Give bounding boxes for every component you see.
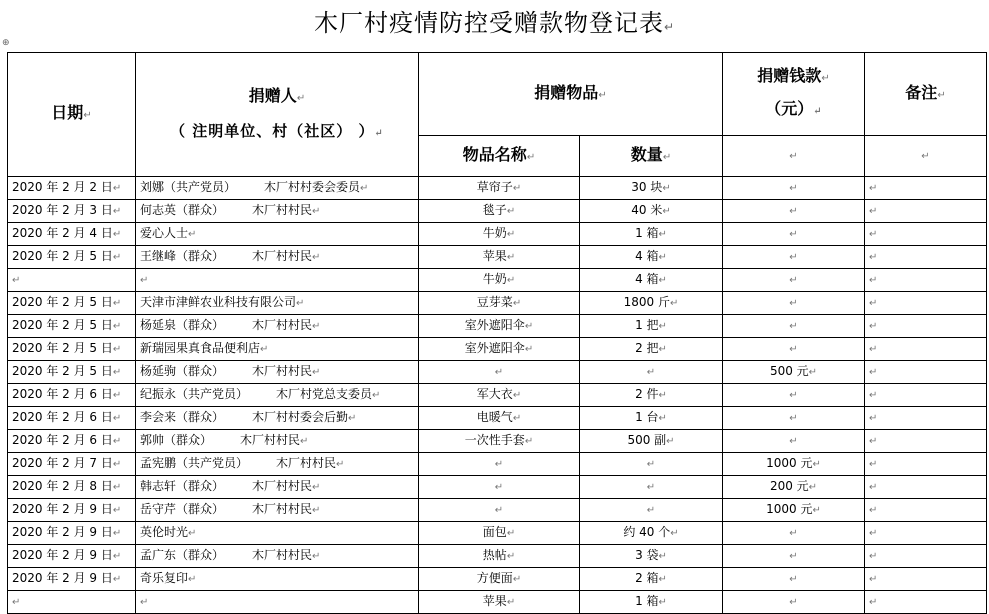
table-row	[8, 545, 987, 568]
quantity-cell: 1 把↵	[580, 315, 723, 338]
date-cell: 2020 年 2 月 9 日↵	[8, 545, 136, 568]
table-row	[8, 407, 987, 430]
donor-unit: 木厂村村民	[252, 203, 313, 217]
item-name-cell: 草帘子↵	[419, 177, 580, 200]
donor-cell: 奇乐复印↵	[136, 568, 419, 591]
donor-name: 新瑞园果真食品便利店	[140, 341, 261, 355]
donor-unit: 木厂村村民	[252, 548, 313, 562]
donor-name: 王继峰（群众）	[140, 249, 225, 263]
money-cell: ↵	[723, 568, 865, 591]
paragraph-mark-icon: ↵	[663, 20, 676, 34]
money-cell: ↵	[723, 545, 865, 568]
donor-cell: 王继峰（群众） 木厂村村民↵	[136, 246, 419, 269]
remark-cell: ↵	[865, 476, 987, 499]
date-cell: 2020 年 2 月 9 日↵	[8, 499, 136, 522]
donor-unit: 木厂村村委会委员	[264, 180, 361, 194]
money-cell: ↵	[723, 407, 865, 430]
item-name-cell: 军大衣↵	[419, 384, 580, 407]
remark-cell: ↵	[865, 361, 987, 384]
quantity-cell: ↵	[580, 453, 723, 476]
date-cell: 2020 年 2 月 4 日↵	[8, 223, 136, 246]
header-money: 捐赠钱款↵ （元）↵	[723, 53, 865, 136]
table-row	[8, 430, 987, 453]
donor-name: 孟宪鹏（共产党员）	[140, 456, 249, 470]
quantity-cell: 1 箱↵	[580, 591, 723, 614]
donor-name: 爱心人士	[140, 226, 189, 240]
quantity-cell: ↵	[580, 499, 723, 522]
header-remark: 备注↵	[865, 53, 987, 136]
table-row	[8, 384, 987, 407]
quantity-cell: 1 箱↵	[580, 223, 723, 246]
remark-cell: ↵	[865, 453, 987, 476]
table-row	[8, 315, 987, 338]
quantity-cell: 4 箱↵	[580, 269, 723, 292]
remark-cell: ↵	[865, 292, 987, 315]
quantity-cell: 2 件↵	[580, 384, 723, 407]
date-cell: 2020 年 2 月 6 日↵	[8, 430, 136, 453]
remark-cell: ↵	[865, 269, 987, 292]
header-row-1	[8, 53, 987, 136]
donor-unit: 木厂村村委会后勤	[252, 410, 349, 424]
quantity-cell: 3 袋↵	[580, 545, 723, 568]
item-name-cell: 苹果↵	[419, 246, 580, 269]
page-title	[0, 6, 989, 44]
item-name-cell: 毯子↵	[419, 200, 580, 223]
table-row	[8, 476, 987, 499]
money-cell: ↵	[723, 292, 865, 315]
item-name-cell: 豆芽菜↵	[419, 292, 580, 315]
table-row	[8, 246, 987, 269]
date-cell: 2020 年 2 月 9 日↵	[8, 522, 136, 545]
donor-name: 郭帅（群众）	[140, 433, 213, 447]
date-cell: 2020 年 2 月 5 日↵	[8, 292, 136, 315]
money-cell: ↵	[723, 522, 865, 545]
remark-cell: ↵	[865, 407, 987, 430]
item-name-cell: 牛奶↵	[419, 269, 580, 292]
header-donor: 捐赠人↵ （ 注明单位、村（社区） ）↵	[136, 53, 419, 177]
table-row	[8, 522, 987, 545]
remark-cell: ↵	[865, 430, 987, 453]
table-anchor-icon: ⊕	[2, 38, 10, 48]
table-row	[8, 361, 987, 384]
money-cell: ↵	[723, 246, 865, 269]
donor-unit: 木厂村村民	[240, 433, 301, 447]
quantity-cell: 1 台↵	[580, 407, 723, 430]
quantity-cell: 4 箱↵	[580, 246, 723, 269]
remark-cell: ↵	[865, 177, 987, 200]
donor-cell: 李会来（群众） 木厂村村委会后勤↵	[136, 407, 419, 430]
donor-cell: 杨延泉（群众） 木厂村村民↵	[136, 315, 419, 338]
remark-cell: ↵	[865, 338, 987, 361]
item-name-cell: ↵	[419, 453, 580, 476]
table-row	[8, 269, 987, 292]
donor-unit: 木厂村党总支委员	[276, 387, 373, 401]
donor-cell: 新瑞园果真食品便利店↵	[136, 338, 419, 361]
donor-name: 李会来（群众）	[140, 410, 225, 424]
quantity-cell: ↵	[580, 361, 723, 384]
item-name-cell: 牛奶↵	[419, 223, 580, 246]
donor-cell: 杨延驹（群众） 木厂村村民↵	[136, 361, 419, 384]
remark-cell: ↵	[865, 384, 987, 407]
table-row	[8, 223, 987, 246]
money-cell: 1000 元↵	[723, 499, 865, 522]
date-cell: 2020 年 2 月 5 日↵	[8, 361, 136, 384]
remark-cell: ↵	[865, 499, 987, 522]
table-row	[8, 499, 987, 522]
donor-cell: 孟宪鹏（共产党员） 木厂村村民↵	[136, 453, 419, 476]
date-cell: 2020 年 2 月 2 日↵	[8, 177, 136, 200]
donor-cell: 孟广东（群众） 木厂村村民↵	[136, 545, 419, 568]
donor-unit: 木厂村村民	[252, 479, 313, 493]
table-row	[8, 177, 987, 200]
donor-cell: 韩志轩（群众） 木厂村村民↵	[136, 476, 419, 499]
quantity-cell: 1800 斤↵	[580, 292, 723, 315]
date-cell: 2020 年 2 月 5 日↵	[8, 338, 136, 361]
date-cell: ↵	[8, 591, 136, 614]
donor-name: 天津市津鲜农业科技有限公司	[140, 295, 297, 309]
donor-name: 杨延驹（群众）	[140, 364, 225, 378]
quantity-cell: 约 40 个↵	[580, 522, 723, 545]
money-cell: ↵	[723, 430, 865, 453]
donor-name: 纪振永（共产党员）	[140, 387, 249, 401]
donor-unit: 木厂村村民	[252, 502, 313, 516]
money-cell: ↵	[723, 338, 865, 361]
donor-cell: ↵	[136, 591, 419, 614]
donor-unit: 木厂村村民	[276, 456, 337, 470]
table-row	[8, 292, 987, 315]
money-cell: 200 元↵	[723, 476, 865, 499]
donor-name: 何志英（群众）	[140, 203, 225, 217]
donor-cell: 纪振永（共产党员） 木厂村党总支委员↵	[136, 384, 419, 407]
donor-cell: 英伦时光↵	[136, 522, 419, 545]
money-cell: ↵	[723, 384, 865, 407]
date-cell: 2020 年 2 月 8 日↵	[8, 476, 136, 499]
money-cell: ↵	[723, 591, 865, 614]
money-cell: ↵	[723, 223, 865, 246]
money-cell: ↵	[723, 269, 865, 292]
donor-name: 韩志轩（群众）	[140, 479, 225, 493]
quantity-cell: 2 把↵	[580, 338, 723, 361]
item-name-cell: 苹果↵	[419, 591, 580, 614]
remark-cell: ↵	[865, 545, 987, 568]
donor-name: 刘娜（共产党员）	[140, 180, 237, 194]
table-row	[8, 338, 987, 361]
remark-cell: ↵	[865, 522, 987, 545]
money-cell: ↵	[723, 200, 865, 223]
item-name-cell: 面包↵	[419, 522, 580, 545]
item-name-cell: 方便面↵	[419, 568, 580, 591]
page-title-text: 木厂村疫情防控受赠款物登记表	[313, 9, 664, 37]
header-item-name: 物品名称↵	[419, 136, 580, 177]
donor-unit: 木厂村村民	[252, 364, 313, 378]
table-row	[8, 591, 987, 614]
header-donor-note: （ 注明单位、村（社区） ）↵	[170, 121, 384, 140]
header-money-unit: （元）↵	[765, 99, 822, 118]
donor-unit: 木厂村村民	[252, 249, 313, 263]
item-name-cell: 一次性手套↵	[419, 430, 580, 453]
remark-cell: ↵	[865, 568, 987, 591]
donor-cell: 何志英（群众） 木厂村村民↵	[136, 200, 419, 223]
donor-name: 岳守芹（群众）	[140, 502, 225, 516]
donor-name: 杨延泉（群众）	[140, 318, 225, 332]
remark-cell: ↵	[865, 591, 987, 614]
donor-cell: 岳守芹（群众） 木厂村村民↵	[136, 499, 419, 522]
donor-cell: 爱心人士↵	[136, 223, 419, 246]
item-name-cell: ↵	[419, 476, 580, 499]
money-cell: 500 元↵	[723, 361, 865, 384]
quantity-cell: 500 副↵	[580, 430, 723, 453]
donor-cell: ↵	[136, 269, 419, 292]
item-name-cell: 室外遮阳伞↵	[419, 338, 580, 361]
item-name-cell: 室外遮阳伞↵	[419, 315, 580, 338]
quantity-cell: 2 箱↵	[580, 568, 723, 591]
quantity-cell: 30 块↵	[580, 177, 723, 200]
date-cell: ↵	[8, 269, 136, 292]
donor-name: 孟广东（群众）	[140, 548, 225, 562]
remark-cell: ↵	[865, 200, 987, 223]
item-name-cell: 热帖↵	[419, 545, 580, 568]
date-cell: 2020 年 2 月 9 日↵	[8, 568, 136, 591]
money-cell: ↵	[723, 315, 865, 338]
donor-name: 英伦时光	[140, 525, 189, 539]
quantity-cell: 40 米↵	[580, 200, 723, 223]
header-quantity: 数量↵	[580, 136, 723, 177]
remark-cell: ↵	[865, 223, 987, 246]
date-cell: 2020 年 2 月 5 日↵	[8, 315, 136, 338]
donor-unit: 木厂村村民	[252, 318, 313, 332]
date-cell: 2020 年 2 月 7 日↵	[8, 453, 136, 476]
quantity-cell: ↵	[580, 476, 723, 499]
money-cell: ↵	[723, 177, 865, 200]
header-money-blank: ↵	[723, 136, 865, 177]
date-cell: 2020 年 2 月 6 日↵	[8, 384, 136, 407]
table-row	[8, 453, 987, 476]
date-cell: 2020 年 2 月 3 日↵	[8, 200, 136, 223]
date-cell: 2020 年 2 月 6 日↵	[8, 407, 136, 430]
remark-cell: ↵	[865, 315, 987, 338]
donor-cell: 郭帅（群众） 木厂村村民↵	[136, 430, 419, 453]
donor-cell: 刘娜（共产党员） 木厂村村委会委员↵	[136, 177, 419, 200]
money-cell: 1000 元↵	[723, 453, 865, 476]
remark-cell: ↵	[865, 246, 987, 269]
table-row	[8, 568, 987, 591]
item-name-cell: ↵	[419, 499, 580, 522]
donation-register-table	[7, 52, 987, 614]
table-row	[8, 200, 987, 223]
donor-cell: 天津市津鲜农业科技有限公司↵	[136, 292, 419, 315]
table-body	[8, 53, 987, 614]
header-date: 日期↵	[8, 53, 136, 177]
item-name-cell: 电暖气↵	[419, 407, 580, 430]
donor-name: 奇乐复印	[140, 571, 189, 585]
date-cell: 2020 年 2 月 5 日↵	[8, 246, 136, 269]
header-items: 捐赠物品↵	[419, 53, 723, 136]
header-remark-blank: ↵	[865, 136, 987, 177]
item-name-cell: ↵	[419, 361, 580, 384]
